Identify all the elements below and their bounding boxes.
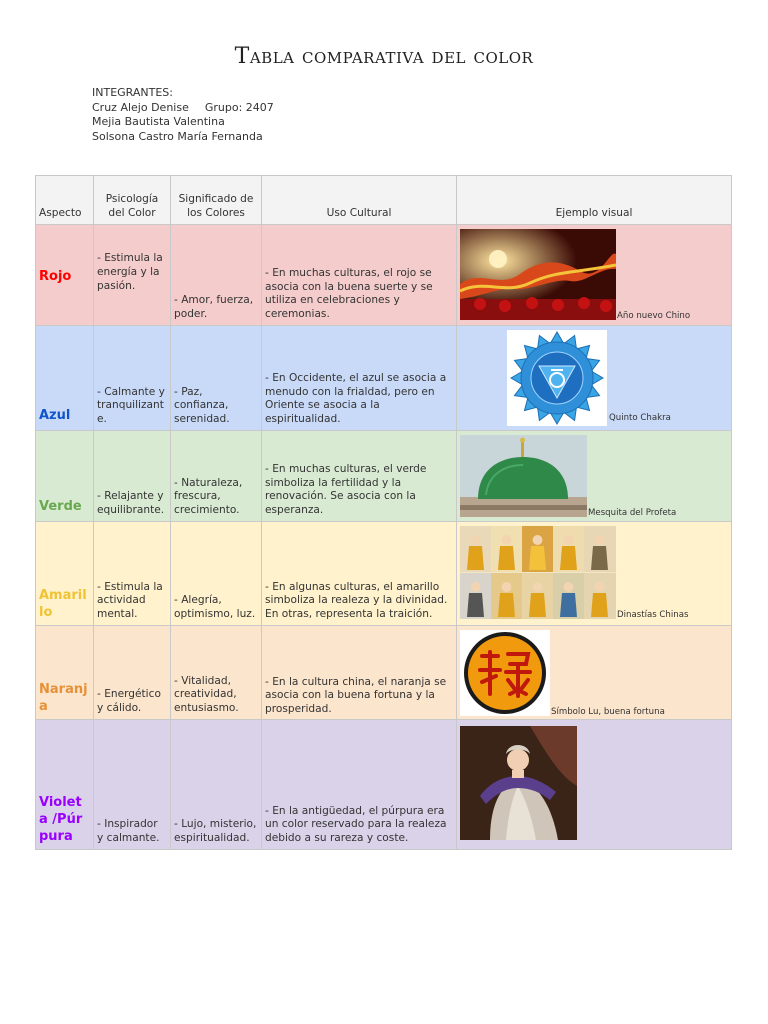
- visual-cell: [457, 522, 732, 626]
- visual-caption: Dinastías Chinas: [617, 610, 689, 620]
- psychology-cell: - Inspirador y calmante.: [94, 720, 171, 850]
- member-name: Mejia Bautista Valentina: [92, 115, 225, 128]
- empress-portrait-image: [460, 726, 577, 840]
- dragon-dance-icon: [460, 229, 616, 320]
- lu-fortune-symbol-icon: [460, 630, 550, 716]
- psychology-cell: - Relajante y equilibrante.: [94, 431, 171, 522]
- cultural-cell: - En la antigüedad, el púrpura era un color reservado para la realeza debido a su rareza y coste.: [262, 720, 457, 850]
- psychology-cell: - Energético y cálido.: [94, 626, 171, 720]
- visual-cell: [457, 431, 732, 522]
- aspect-label: Violeta /Púrpura: [39, 795, 83, 844]
- chinese-new-year-image: [460, 229, 616, 320]
- table-row: [36, 225, 732, 326]
- meaning-cell: - Lujo, misterio, espiritualidad.: [171, 720, 262, 850]
- aspect-label: Verde: [39, 499, 82, 514]
- green-dome-icon: [460, 435, 587, 517]
- royal-portrait-icon: [460, 726, 577, 840]
- table-row: [36, 626, 732, 720]
- aspect-cell: [36, 522, 94, 626]
- lu-symbol-image: [460, 630, 550, 716]
- meaning-cell: - Alegría, optimismo, luz.: [171, 522, 262, 626]
- header-visual: Ejemplo visual: [457, 176, 732, 225]
- cultural-cell: - En muchas culturas, el rojo se asocia con la buena suerte y se utiliza en celebraciones y ceremonias.: [262, 225, 457, 326]
- chakra-icon: [507, 330, 607, 426]
- table-row: [36, 720, 732, 850]
- cultural-cell: - En la cultura china, el naranja se asocia con la buena fortuna y la prosperidad.: [262, 626, 457, 720]
- psychology-cell: - Calmante y tranquilizante.: [94, 326, 171, 431]
- aspect-cell: [36, 626, 94, 720]
- members-block: [92, 86, 274, 144]
- aspect-cell: [36, 720, 94, 850]
- chinese-dynasties-image: [460, 526, 616, 619]
- visual-caption: Símbolo Lu, buena fortuna: [551, 707, 665, 717]
- member-name: Solsona Castro María Fernanda: [92, 129, 263, 143]
- member-name: Cruz Alejo Denise: [92, 100, 189, 114]
- table-row: [36, 326, 732, 431]
- meaning-cell: - Vitalidad, creatividad, entusiasmo.: [171, 626, 262, 720]
- members-label: INTEGRANTES:: [92, 86, 173, 99]
- aspect-cell: [36, 326, 94, 431]
- visual-caption: Año nuevo Chino: [617, 311, 691, 321]
- table-row: [36, 522, 732, 626]
- document-title: Tabla comparativa del color: [234, 44, 534, 69]
- aspect-cell: [36, 225, 94, 326]
- group-number: Grupo: 2407: [204, 100, 274, 114]
- visual-cell: [457, 626, 732, 720]
- cultural-cell: - En muchas culturas, el verde simboliza la fertilidad y la renovación. Se asocia con la esperanza.: [262, 431, 457, 522]
- visual-caption: Quinto Chakra: [609, 413, 671, 423]
- meaning-cell: - Naturaleza, frescura, crecimiento.: [171, 431, 262, 522]
- visual-caption: Mesquita del Profeta: [588, 508, 677, 518]
- table-header-row: [36, 176, 732, 225]
- header-psychology: Psicología del Color: [94, 176, 171, 225]
- color-comparison-table: [35, 175, 732, 850]
- cultural-cell: - En Occidente, el azul se asocia a menudo con la frialdad, pero en Oriente se asocia a la espiritualidad.: [262, 326, 457, 431]
- header-cultural: Uso Cultural: [262, 176, 457, 225]
- aspect-label: Rojo: [39, 268, 72, 284]
- meaning-cell: - Paz, confianza, serenidad.: [171, 326, 262, 431]
- table-row: [36, 431, 732, 522]
- psychology-cell: - Estimula la actividad mental.: [94, 522, 171, 626]
- header-aspect: Aspecto: [36, 176, 94, 225]
- emperors-portrait-grid-icon: [460, 526, 616, 619]
- aspect-label: Amarillo: [39, 588, 87, 620]
- aspect-cell: [36, 431, 94, 522]
- header-meaning: Significado de los Colores: [171, 176, 262, 225]
- prophet-mosque-image: [460, 435, 587, 517]
- visual-cell: [457, 225, 732, 326]
- visual-cell: [457, 326, 732, 431]
- aspect-label: Azul: [39, 408, 71, 423]
- throat-chakra-image: [507, 330, 607, 426]
- psychology-cell: - Estimula la energía y la pasión.: [94, 225, 171, 326]
- aspect-label: Naranja: [39, 682, 88, 714]
- visual-cell: [457, 720, 732, 850]
- cultural-cell: - En algunas culturas, el amarillo simboliza la realeza y la divinidad. En otras, representa la traición.: [262, 522, 457, 626]
- meaning-cell: - Amor, fuerza, poder.: [171, 225, 262, 326]
